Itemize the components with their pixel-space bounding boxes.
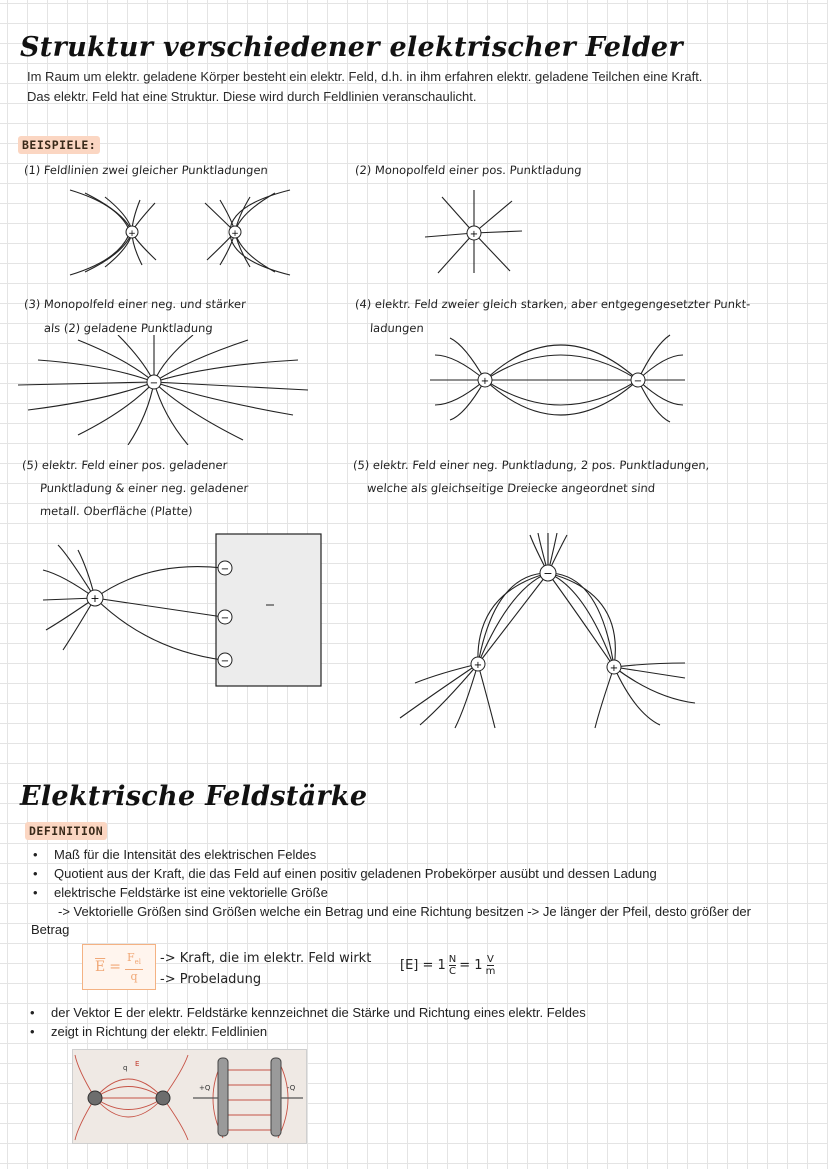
svg-text:+: + — [469, 229, 479, 240]
bullet-vector-quantity: • elektrische Feldstärke ist eine vektorielle Größe — [54, 883, 328, 902]
svg-text:+: + — [90, 592, 100, 605]
svg-text:+: + — [128, 229, 136, 239]
intro-line-1: Im Raum um elektr. geladene Körper besteht ein elektr. Feld, d.h. in ihm erfahren elektr. geladene Teilchen eine Kraft. — [27, 69, 703, 84]
example-6-label-line1: (5) elektr. Feld einer neg. Punktladung, 2 pos. Punktladungen, — [352, 458, 710, 472]
photo-e: E — [135, 1060, 140, 1068]
unit-n: N — [448, 954, 457, 965]
formula-force-note: -> Kraft, die im elektr. Feld wirkt — [160, 951, 372, 966]
example-4-label-line1: (4) elektr. Feld zweier gleich starken, aber entgegengesetzter Punkt- — [354, 297, 751, 311]
formula-numerator: F — [126, 950, 135, 964]
vector-note-line1: -> Vektorielle Größen sind Größen welche ein Betrag und eine Richtung besitzen -> Je länger der Pfeil, desto größer der — [58, 904, 751, 919]
photo-q: q — [123, 1064, 128, 1072]
svg-text:−: − — [220, 656, 230, 667]
vector-note-line2: Betrag — [31, 922, 70, 937]
intro-line-2: Das elektr. Feld hat eine Struktur. Diese wird durch Feldlinien veranschaulicht. — [27, 89, 477, 104]
photo-plus-q: +Q — [199, 1084, 211, 1092]
diagram-charge-plate — [38, 530, 328, 692]
svg-text:−: − — [633, 376, 643, 387]
example-3-label-line2: als (2) geladene Punktladung — [43, 321, 214, 335]
svg-text:−: − — [149, 378, 159, 389]
diagram-positive-monopole — [420, 185, 530, 280]
formula-lhs: $\overline{E}$ — [95, 959, 106, 975]
bullet-direction: • zeigt in Richtung der elektr. Feldlinien — [51, 1022, 267, 1041]
example-5-label-line3: metall. Oberfläche (Platte) — [39, 504, 194, 518]
example-5-label-line2: Punktladung & einer neg. geladener — [39, 481, 249, 495]
example-4-label-line2: ladungen — [369, 321, 425, 335]
unit-mid: = 1 — [459, 958, 483, 973]
section-title-field-strength: Elektrische Feldstärke — [20, 781, 368, 812]
bullet-quotient: • Quotient aus der Kraft, die das Feld auf einen positiv geladenen Probekörper ausübt und dessen Ladung — [54, 864, 657, 883]
bullet-vector-e: • der Vektor E der elektr. Feldstärke kennzeichnet die Stärke und Richtung eines elektr. Feldes — [51, 1003, 586, 1022]
diagram-two-equal-charges — [60, 185, 300, 280]
formula-box: $\overline{E}$ = $F_{el}$ q — [82, 944, 156, 990]
formula-denominator: q — [130, 970, 138, 984]
example-6-label-line2: welche als gleichseitige Dreiecke angeordnet sind — [366, 481, 656, 495]
unit-expression — [400, 954, 495, 977]
example-1-label: (1) Feldlinien zwei gleicher Punktladungen — [23, 163, 269, 177]
examples-tag: BEISPIELE: — [18, 136, 100, 154]
svg-text:+: + — [473, 660, 483, 671]
section-title-structure: Struktur verschiedener elektrischer Felder — [20, 32, 683, 63]
svg-text:+: + — [480, 376, 490, 387]
svg-text:+: + — [609, 663, 619, 674]
example-3-label-line1: (3) Monopolfeld einer neg. und stärker — [23, 297, 247, 311]
unit-lhs: [E] = 1 — [400, 958, 446, 973]
example-2-label: (2) Monopolfeld einer pos. Punktladung — [354, 163, 583, 177]
formula-subscript: el — [134, 958, 141, 967]
svg-text:−: − — [220, 613, 230, 624]
svg-text:−: − — [543, 567, 553, 580]
example-5-label-line1: (5) elektr. Feld einer pos. geladener — [21, 458, 228, 472]
unit-v: V — [487, 954, 494, 965]
field-photo-illustration — [72, 1049, 307, 1144]
bullet-intensity: • Maß für die Intensität des elektrischen Feldes — [54, 845, 316, 864]
definition-tag: DEFINITION — [25, 822, 107, 840]
unit-m: m — [485, 966, 496, 977]
diagram-dipole — [425, 320, 690, 445]
photo-minus-q: -Q — [287, 1084, 296, 1092]
unit-c: C — [449, 966, 457, 977]
svg-text:−: − — [220, 564, 230, 575]
diagram-triangle-charges — [395, 533, 705, 733]
formula-charge-note: -> Probeladung — [160, 972, 262, 987]
svg-text:+: + — [231, 229, 239, 239]
diagram-negative-monopole — [18, 335, 308, 445]
